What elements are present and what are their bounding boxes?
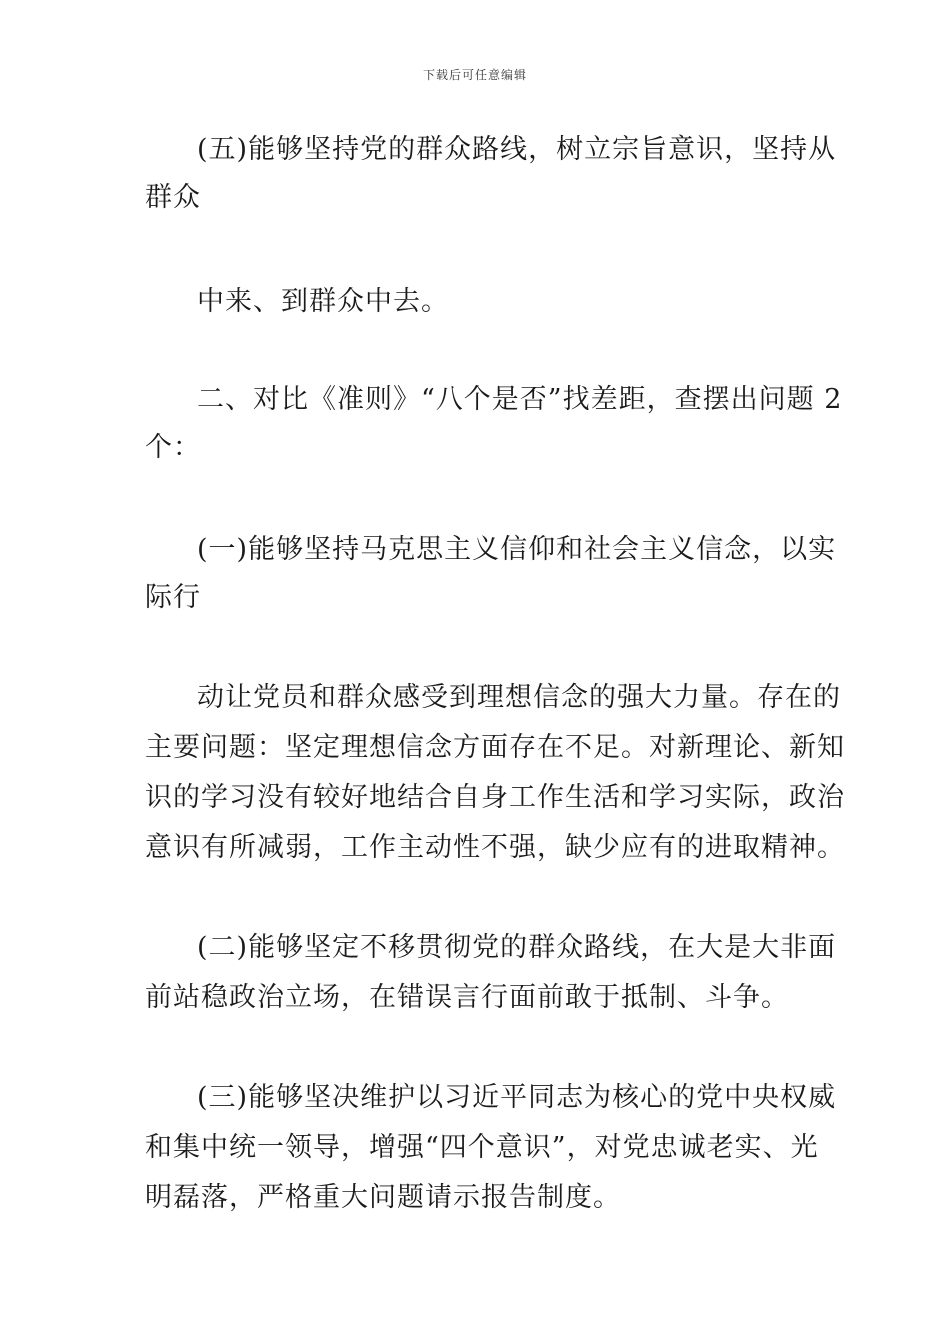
item-1-line-1: (一)能够坚持马克思主义信仰和社会主义信念，以实	[197, 534, 837, 565]
item-1-detail-line-2: 主要问题：坚定理想信念方面存在不足。对新理论、新知	[145, 732, 845, 763]
section-two-heading-line-2: 个：	[145, 432, 201, 463]
paragraph-5-line-1: (五)能够坚持党的群众路线，树立宗旨意识，坚持从	[197, 134, 837, 165]
page-header: 下载后可任意编辑	[422, 68, 527, 82]
item-2-line-2: 前站稳政治立场，在错误言行面前敢于抵制、斗争。	[145, 982, 789, 1013]
item-1-line-2: 际行	[145, 582, 201, 613]
section-two-heading-line-1: 二、对比《准则》“八个是否”找差距，查摆出问题 2	[197, 384, 843, 415]
item-2-line-1: (二)能够坚定不移贯彻党的群众路线，在大是大非面	[197, 932, 837, 963]
item-1-detail-line-3: 识的学习没有较好地结合自身工作生活和学习实际，政治	[145, 782, 845, 813]
paragraph-5-line-2: 群众	[145, 182, 201, 213]
item-3-line-1: (三)能够坚决维护以习近平同志为核心的党中央权威	[197, 1082, 837, 1113]
paragraph-continuation-line: 中来、到群众中去。	[197, 286, 449, 317]
item-1-detail-line-1: 动让党员和群众感受到理想信念的强大力量。存在的	[197, 682, 841, 713]
item-3-line-3: 明磊落，严格重大问题请示报告制度。	[145, 1182, 621, 1213]
item-1-detail-line-4: 意识有所减弱，工作主动性不强，缺少应有的进取精神。	[145, 832, 845, 863]
item-3-line-2: 和集中统一领导，增强“四个意识”，对党忠诚老实、光	[145, 1132, 819, 1163]
